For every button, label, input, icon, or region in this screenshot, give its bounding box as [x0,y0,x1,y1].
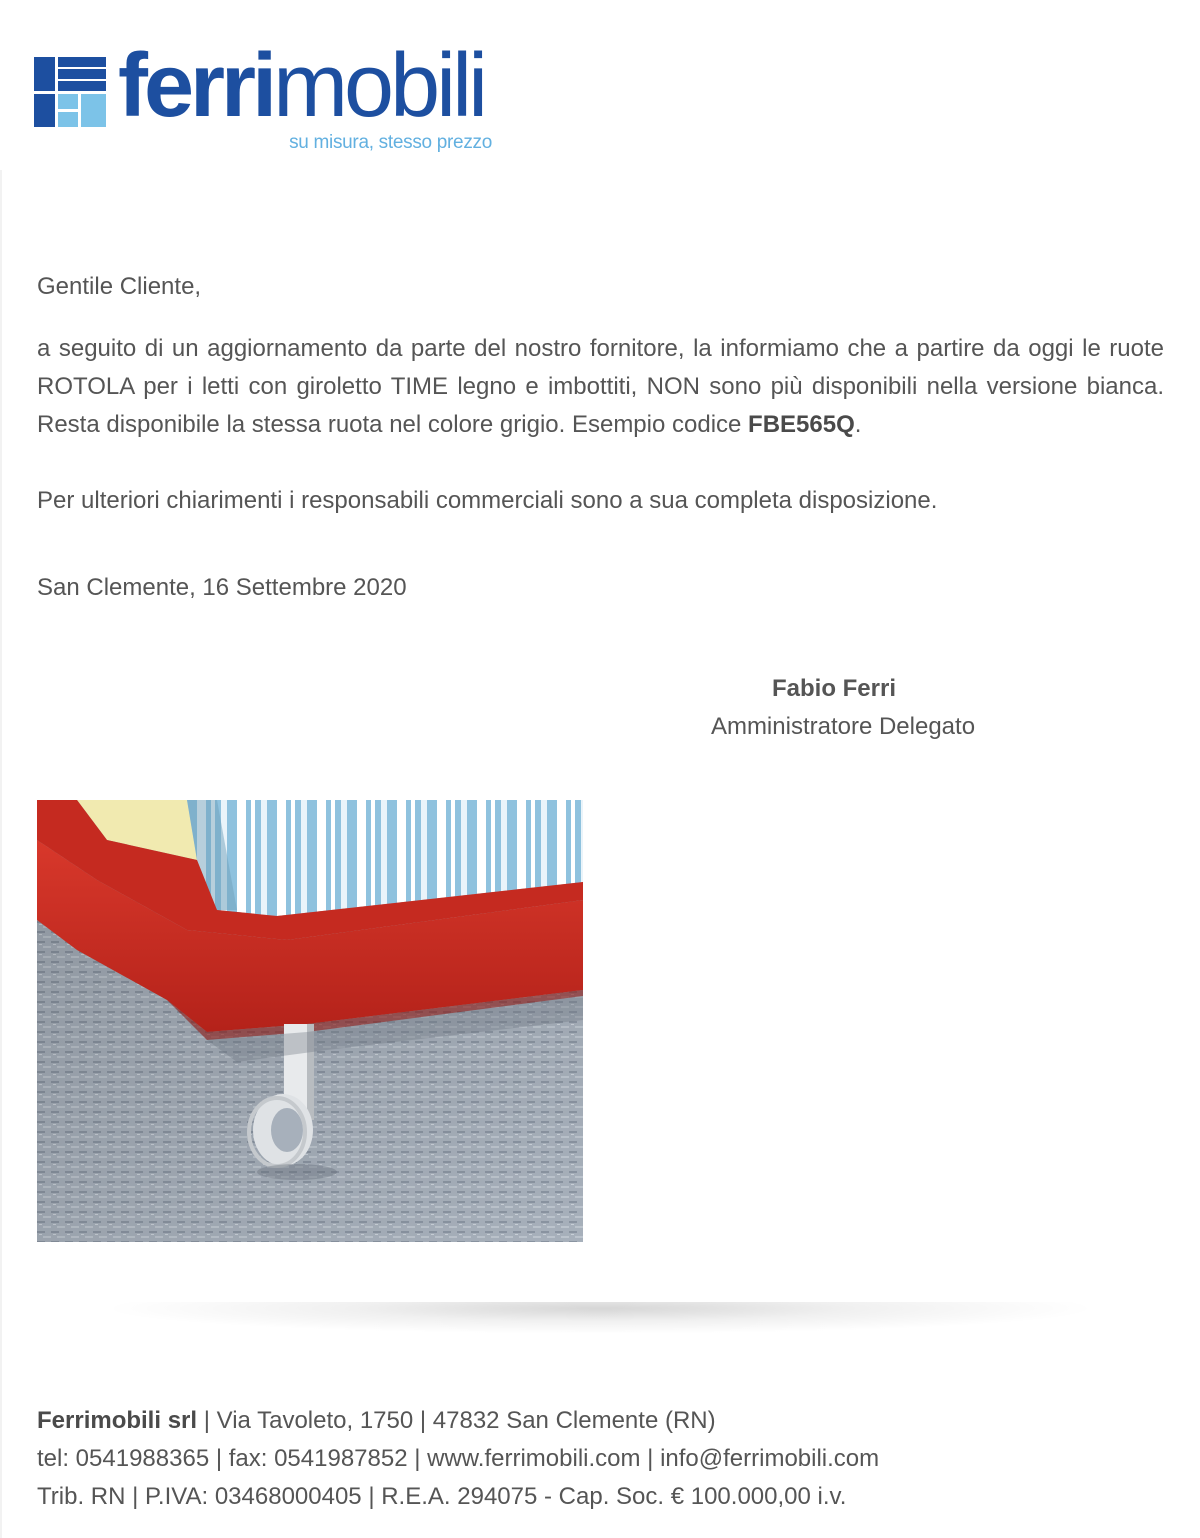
footer-contacts[interactable]: tel: 0541988365 | fax: 0541987852 | www.ferrimobili.com | info@ferrimobili.com [37,1445,880,1472]
footer-address: | Via Tavoleto, 1750 | 47832 San Clemente (RN) [197,1407,716,1434]
logo-word-bold: ferri [118,36,274,136]
signature-block [660,670,1026,746]
greeting: Gentile Cliente, [37,273,202,300]
signature-name: Fabio Ferri [771,675,897,702]
ferrimobili-logo[interactable] [34,36,504,155]
bed-wheel-illustration [37,800,583,1242]
footer [37,1402,1157,1516]
notice-end: . [854,411,862,438]
footer-legal: Trib. RN | P.IVA: 03468000405 | R.E.A. 294075 - Cap. Soc. € 100.000,00 i.v. [37,1483,847,1510]
page-edge-line [0,170,2,1538]
bed-wheel-photo [37,800,583,1242]
logo-wordmark [118,36,485,136]
place-date: San Clemente, 16 Settembre 2020 [37,574,407,601]
footer-company: Ferrimobili srl [37,1407,198,1434]
footer-divider-shadow [100,1302,1100,1334]
notice-text: a seguito di un aggiornamento da parte del nostro fornitore, la informiamo che a partire da oggi le ruote ROTOLA per i letti con giroletto TIME legno e imbottiti, NON sono più disponibili nella versione bianca. Resta disponibile la stessa ruota nel colore grigio. Esempio codice [37,335,1164,438]
footer-line-company [37,1402,1157,1440]
signature-role: Amministratore Delegato [710,713,976,740]
logo-tagline: su misura, stesso prezzo [289,132,492,153]
contact-paragraph: Per ulteriori chiarimenti i responsabili commerciali sono a sua completa disposizione. [37,487,938,514]
logo-word-light: mobili [273,36,485,136]
product-code: FBE565Q [748,411,855,438]
logo-grid-icon [34,57,106,127]
notice-paragraph [37,330,1164,444]
